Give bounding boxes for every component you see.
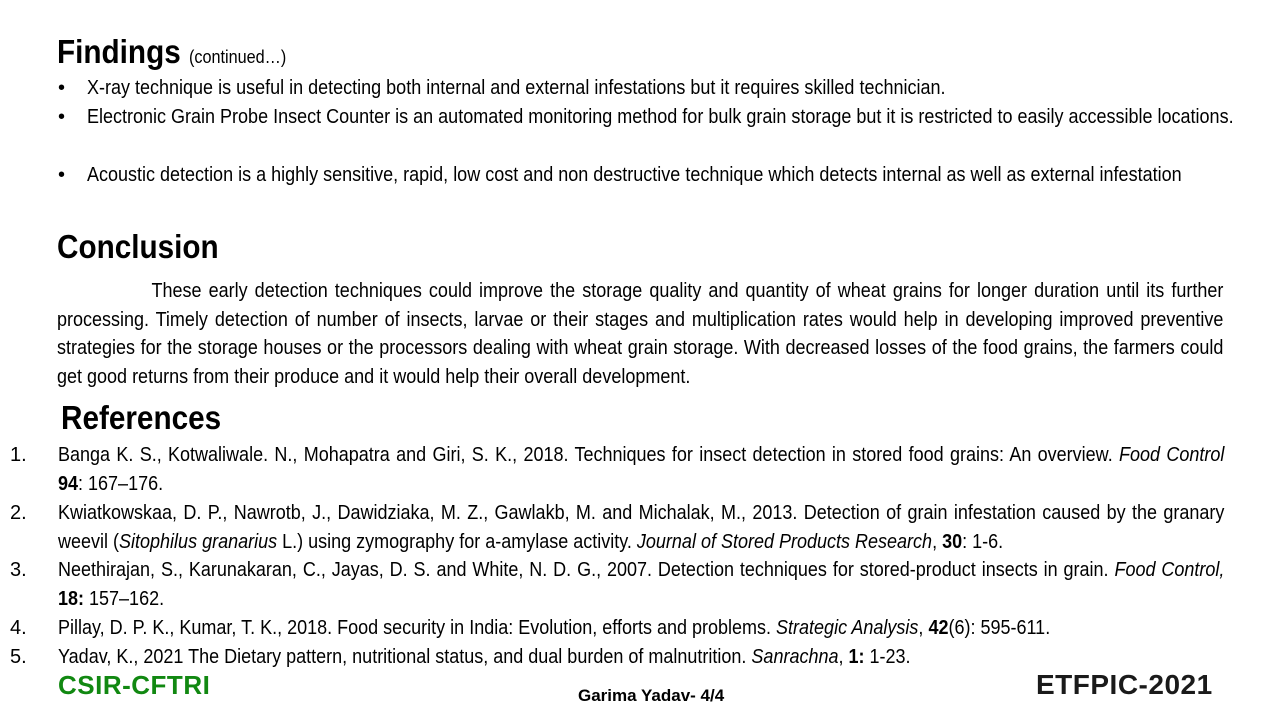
reference-journal: Sanrachna [751,646,839,668]
reference-volume: 42 [928,617,949,639]
reference-journal: Strategic Analysis [776,617,919,639]
bullet-icon: • [58,106,66,128]
reference-pages: (6): 595-611. [948,617,1051,639]
reference-separator: , [918,617,929,639]
reference-separator: , [932,530,943,553]
references-title: References [61,399,222,436]
reference-separator: , [838,646,849,668]
reference-volume: 18: [58,587,85,610]
findings-title: Findings [57,33,181,70]
reference-volume: 1: [848,646,865,668]
reference-number: 1. [10,444,27,466]
reference-pages: 157–162. [84,587,165,610]
reference-number: 2. [10,502,27,524]
reference-journal: Food Control [1119,444,1225,466]
findings-item-1: X-ray technique is useful in detecting both internal and external infestations but it requires skilled technician. [87,77,946,99]
footer-conference: ETFPIC-2021 [1036,669,1213,700]
reference-journal: Journal of Stored Products Research [636,530,933,553]
reference-pages: : 167–176. [78,472,164,495]
findings-item-2: Electronic Grain Probe Insect Counter is an automated monitoring method for bulk grain storage but it is restricted to easily accessible locations. [87,106,1234,128]
findings-subtitle: (continued…) [188,47,287,67]
reference-5 [58,643,1224,672]
reference-authors: Banga K. S., Kotwaliwale. N., Mohapatra and Giri, S. K., 2018. Techniques for insect detection in stored food grains: An overview. [58,444,1120,466]
reference-species: Sitophilus granarius [119,530,278,553]
footer-author-page: Garima Yadav- 4/4 [578,686,725,705]
reference-pages: 1-23. [864,646,911,668]
reference-number: 3. [10,559,27,581]
reference-authors: Pillay, D. P. K., Kumar, T. K., 2018. Food security in India: Evolution, efforts and problems. [58,617,777,639]
reference-authors: Kwiatkowskaa, D. P., Nawrotb, J., Dawidziaka, M. Z., Gawlakb, M. and Michalak, M., 2013. Detection of grain infestation caused by the granary weevil ( [58,502,1225,553]
findings-heading [57,34,286,75]
findings-item-3: Acoustic detection is a highly sensitive, rapid, low cost and non destructive technique which detects internal as well as external infestation [87,164,1182,186]
reference-2 [58,499,1224,556]
reference-authors: Yadav, K., 2021 The Dietary pattern, nutritional status, and dual burden of malnutrition. [58,646,752,668]
reference-title-rest: L.) using zymography for a-amylase activity. [277,530,637,553]
reference-4 [58,614,1224,643]
reference-3 [58,556,1224,613]
reference-volume: 30 [942,530,963,553]
footer-institution: CSIR-CFTRI [58,670,211,700]
reference-volume: 94 [58,472,79,495]
reference-journal: Food Control, [1114,559,1225,581]
conclusion-paragraph: These early detection techniques could improve the storage quality and quantity of wheat grains for longer duration until its further processing. Timely detection of number of insects, larvae or their stages and multiplication rates would help in developing improved preventive strategies for the storage houses or the processors dealing with wheat grain storage. With decreased losses of the food grains, the farmers could get good returns from their produce and it would help their overall development. [57,280,1224,389]
conclusion-title: Conclusion [57,228,219,265]
reference-authors: Neethirajan, S., Karunakaran, C., Jayas, D. S. and White, N. D. G., 2007. Detection techniques for stored-product insects in grain. [58,559,1115,581]
reference-pages: : 1-6. [962,530,1004,553]
reference-number: 5. [10,646,27,668]
reference-number: 4. [10,617,27,639]
bullet-icon: • [58,77,66,99]
reference-1 [58,441,1224,498]
bullet-icon: • [58,164,66,186]
